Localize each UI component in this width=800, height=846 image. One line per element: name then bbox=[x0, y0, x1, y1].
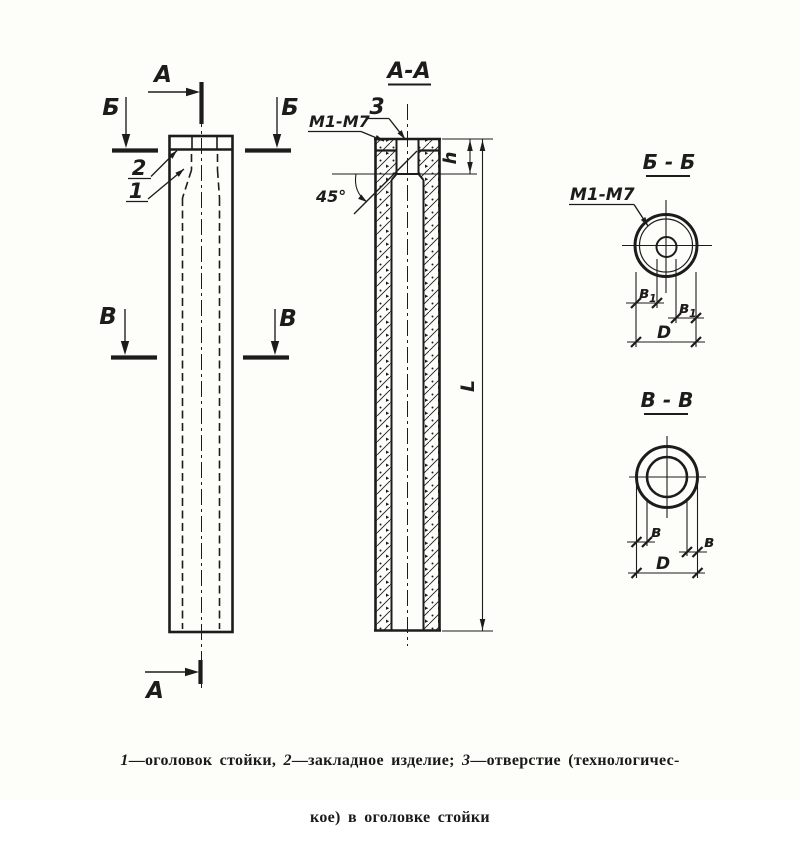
section-mark-a-top bbox=[148, 62, 202, 124]
aa-right-wall-hatch bbox=[419, 139, 440, 630]
aa-embed-mark-label: М1-М7 bbox=[309, 112, 370, 131]
section-aa-title: А-А bbox=[387, 59, 431, 84]
dim-h-label: h bbox=[440, 151, 461, 165]
section-a-top-label: А bbox=[154, 62, 172, 88]
section-mark-b-left bbox=[102, 95, 158, 151]
dim-D-vv-label: D bbox=[655, 554, 671, 574]
caption-line-1 bbox=[0, 751, 800, 770]
caption-line-2: кое) в оголовке стойки bbox=[310, 809, 490, 826]
section-mark-a-bottom bbox=[144, 660, 200, 704]
caption-num-2: 2 bbox=[283, 752, 292, 769]
caption-text-1: —оголовок стойки, bbox=[128, 752, 284, 769]
section-v-right-label: В bbox=[279, 306, 297, 332]
section-bb-view bbox=[569, 150, 712, 347]
aa-dimension-L bbox=[442, 139, 493, 631]
section-mark-b-right bbox=[245, 95, 299, 151]
caption-num-3: 3 bbox=[462, 752, 471, 769]
dim-b-right-label: в bbox=[704, 532, 715, 551]
section-vv-title: В - В bbox=[640, 388, 694, 412]
vv-dim-b-right bbox=[679, 532, 714, 557]
bb-embed-mark bbox=[569, 185, 650, 227]
vv-dim-b-left bbox=[627, 522, 661, 547]
caption-num-1: 1 bbox=[120, 752, 129, 769]
bb-dim-b1-right bbox=[668, 298, 704, 323]
angle-45-label: 45° bbox=[316, 187, 347, 206]
dim-b1-right-sub: 1 bbox=[689, 307, 697, 320]
dim-b1-left-label: в bbox=[639, 283, 650, 302]
caption-text-2: —закладное изделие; bbox=[291, 752, 463, 769]
section-mark-v-right bbox=[243, 306, 297, 358]
dim-b1-right-label: в bbox=[679, 298, 690, 317]
section-a-bottom-label: А bbox=[146, 678, 164, 704]
callout-1-label: 1 bbox=[128, 179, 144, 203]
dim-L-label: L bbox=[457, 379, 479, 393]
callout-3 bbox=[366, 95, 407, 141]
dim-b1-left-sub: 1 bbox=[649, 292, 657, 305]
caption bbox=[0, 713, 800, 846]
bb-embed-mark-label: М1-М7 bbox=[570, 185, 635, 205]
section-b-right-label: Б bbox=[281, 95, 299, 121]
dim-D-bb-label: D bbox=[656, 323, 672, 343]
caption-text-3: —отверстие (технологичес- bbox=[470, 752, 680, 769]
section-v-left-label: В bbox=[99, 304, 117, 330]
callout-2 bbox=[128, 149, 179, 180]
section-bb-title: Б - Б bbox=[642, 150, 696, 174]
bb-dim-D bbox=[627, 323, 705, 347]
callout-2-label: 2 bbox=[131, 156, 147, 180]
aa-left-wall-hatch bbox=[375, 139, 396, 630]
section-mark-v-left bbox=[99, 304, 157, 358]
callout-3-label: 3 bbox=[369, 95, 385, 120]
front-view bbox=[99, 62, 299, 704]
section-vv-view bbox=[627, 388, 714, 578]
bb-dim-b1-left bbox=[626, 283, 664, 308]
section-aa-view bbox=[308, 59, 493, 646]
aa-dimension-h bbox=[440, 139, 493, 174]
dim-b-left-label: в bbox=[651, 522, 662, 541]
section-b-left-label: Б bbox=[102, 95, 120, 121]
